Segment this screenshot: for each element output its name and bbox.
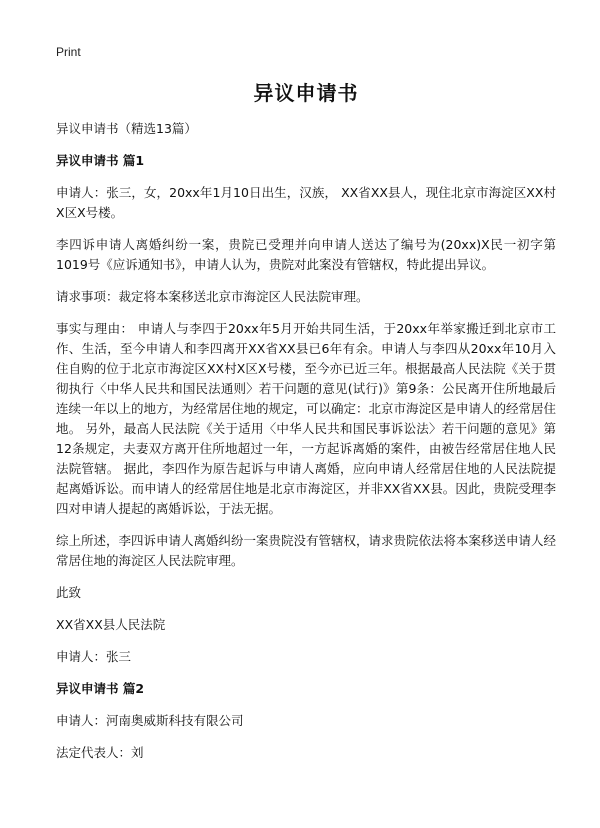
signature-line: 申请人：张三 — [56, 649, 132, 664]
applicant-company-line: 申请人：河南奥威斯科技有限公司 — [56, 713, 244, 728]
print-label[interactable]: Print — [56, 45, 81, 59]
conclusion-paragraph: 综上所述，李四诉申请人离婚纠纷一案贵院没有管辖权，请求贵院依法将本案移送申请人经常居住地的海淀区人民法院审理。 — [56, 533, 557, 568]
applicant-info-paragraph: 申请人：张三，女，20xx年1月10日出生，汉族， XX省XX县人，现住北京市海淀区XX村X区X号楼。 — [56, 185, 556, 220]
recipient-court-line: XX省XX县人民法院 — [56, 617, 166, 632]
document-subtitle: 异议申请书（精选13篇） — [56, 121, 197, 136]
objection-paragraph: 李四诉申请人离婚纠纷一案，贵院已受理并向申请人送达了编号为(20xx)X民一初字第1019号《应诉通知书》，申请人认为，贵院对此案没有管辖权，特此提出异议。 — [56, 237, 556, 272]
request-paragraph: 请求事项：裁定将本案移送北京市海淀区人民法院审理。 — [56, 289, 369, 304]
section-heading-2: 异议申请书 篇2 — [56, 681, 145, 696]
facts-and-reasons-paragraph: 事实与理由： 申请人与李四于20xx年5月开始共同生活，于20xx年举家搬迁到北京市工作、生活，至今申请人和李四离开XX省XX县已6年有余。申请人与李四从20xx年10月入住自购的位于北京市海淀区XX村X区X号楼，至今亦已近三年。根据最高人民法院《关于贯彻执行〈中华人民共和国民法通则〉若干问题的意见(试行)》第9条：公民离开住所地最后连续一年以上的地方，为经常居住地的规定，可以确定：北京市海淀区是申请人的经常居住地。 另外，最高人民法院《关于适用〈中华人民共和国民事诉讼法〉若干问题的意见》第12条规定，夫妻双方离开住所地超过一年，一方起诉离婚的案件，由被告经常居住地人民法院管辖。 据此，李四作为原告起诉与申请人离婚，应向申请人经常居住地的人民法院提起离婚诉讼。而申请人的经常居住地是北京市海淀区，并非XX省XX县。因此，贵院受理李四对申请人提起的离婚诉讼，于法无据。 — [56, 321, 557, 516]
section-heading-1: 异议申请书 篇1 — [56, 153, 145, 168]
legal-representative-line: 法定代表人：刘 — [56, 745, 144, 760]
document-title: 异议申请书 — [253, 81, 359, 105]
salutation-line: 此致 — [56, 585, 82, 600]
